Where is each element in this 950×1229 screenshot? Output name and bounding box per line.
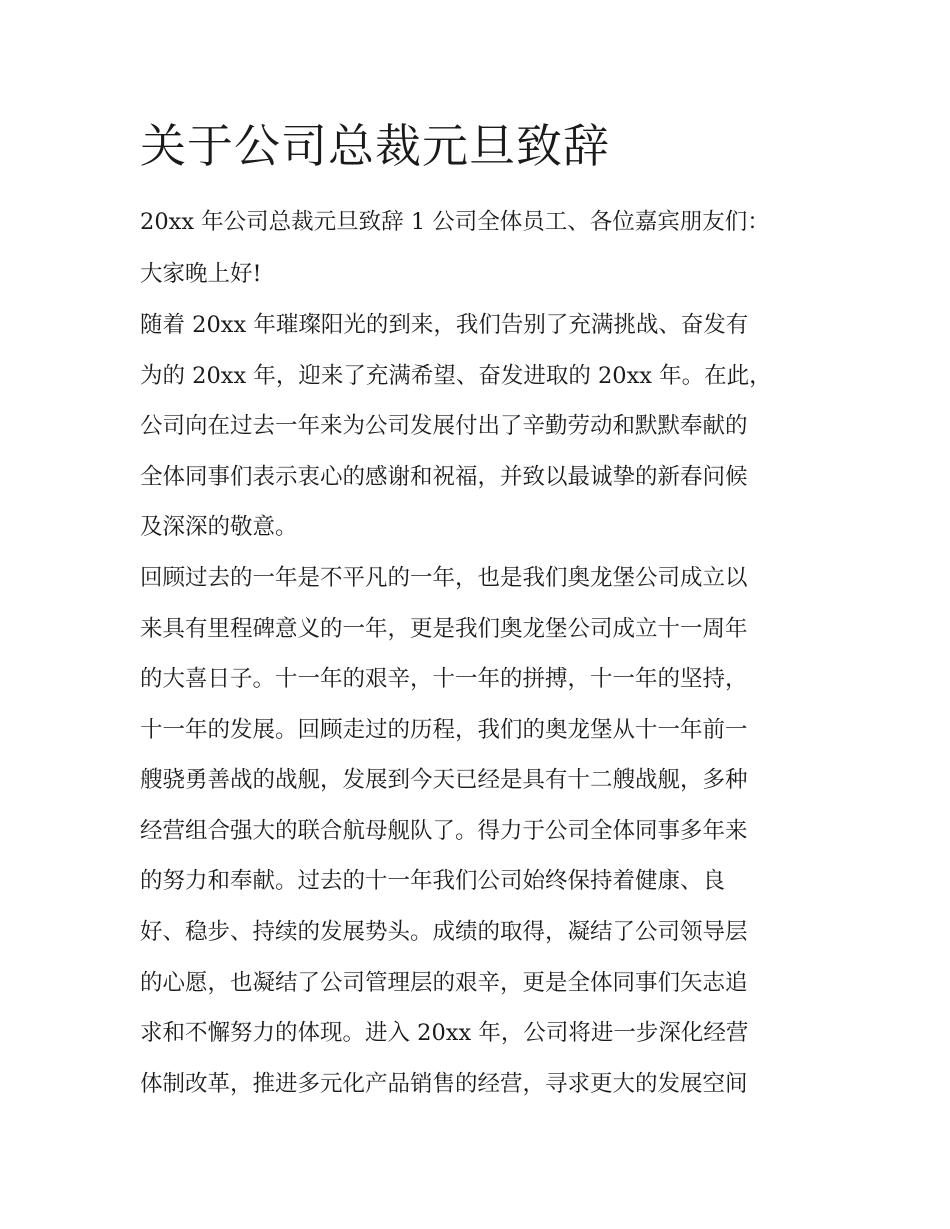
body-line: 的心愿，也凝结了公司管理层的艰辛，更是全体同事们矢志追 [140,970,748,996]
body-line: 来具有里程碑意义的一年，更是我们奥龙堡公司成立十一周年 [140,616,748,642]
body-line: 公司向在过去一年来为公司发展付出了辛勤劳动和默默奉献的 [140,413,748,439]
body-line: 的努力和奉献。过去的十一年我们公司始终保持着健康、良 [140,868,726,894]
body-line: 全体同事们表示衷心的感谢和祝福，并致以最诚挚的新春问候 [140,464,748,490]
body-line: 体制改革，推进多元化产品销售的经营，寻求更大的发展空间 [140,1071,748,1097]
body-line: 十一年的发展。回顾走过的历程，我们的奥龙堡从十一年前一 [140,717,748,743]
body-line: 求和不懈努力的体现。进入 20xx 年，公司将进一步深化经营 [140,1020,749,1046]
body-line: 20xx 年公司总裁元旦致辞 1 公司全体员工、各位嘉宾朋友们： [140,209,770,235]
body-line: 为的 20xx 年，迎来了充满希望、奋发进取的 20xx 年。在此， [140,363,772,389]
body-line: 艘骁勇善战的战舰，发展到今天已经是具有十二艘战舰，多种 [140,767,748,793]
body-line: 的大喜日子。十一年的艰辛，十一年的拼搏，十一年的坚持， [140,666,748,692]
document-title: 关于公司总裁元旦致辞 [140,119,610,173]
body-line: 回顾过去的一年是不平凡的一年，也是我们奥龙堡公司成立以 [140,565,748,591]
body-line: 大家晚上好! [140,261,262,287]
body-line: 经营组合强大的联合航母舰队了。得力于公司全体同事多年来 [140,818,748,844]
body-line: 及深深的敬意。 [140,514,298,540]
body-line: 随着 20xx 年璀璨阳光的到来，我们告别了充满挑战、奋发有 [140,312,749,338]
body-line: 好、稳步、持续的发展势头。成绩的取得，凝结了公司领导层 [140,919,748,945]
